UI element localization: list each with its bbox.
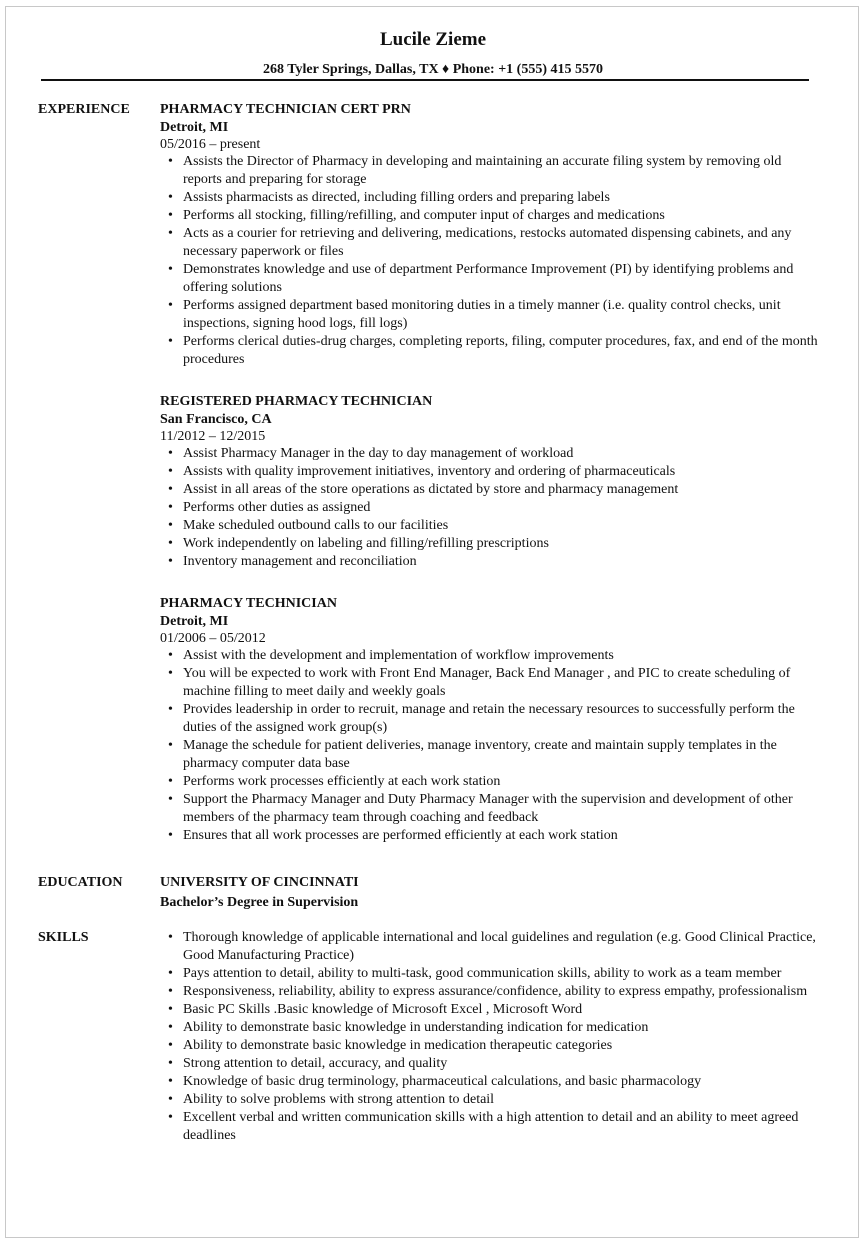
list-item bbox=[160, 983, 820, 1001]
list-item-text: Ability to demonstrate basic knowledge in understanding indication for medication bbox=[183, 1020, 649, 1035]
education-body bbox=[160, 874, 820, 912]
list-item bbox=[160, 517, 820, 535]
list-item-text: Strong attention to detail, accuracy, and quality bbox=[183, 1056, 448, 1071]
bullet-icon: • bbox=[168, 1020, 173, 1035]
bullet-icon: • bbox=[168, 1002, 173, 1017]
list-item bbox=[160, 535, 820, 553]
list-item bbox=[160, 553, 820, 571]
list-item bbox=[160, 791, 820, 827]
list-item-text: Support the Pharmacy Manager and Duty Pharmacy Manager with the supervision and development of other members of the pharmacy team through coaching and feedback bbox=[183, 792, 793, 825]
job-location: Detroit, MI bbox=[160, 120, 229, 135]
bullet-icon: • bbox=[168, 1038, 173, 1053]
bullet-icon: • bbox=[168, 190, 173, 205]
list-item bbox=[160, 1037, 820, 1055]
list-item bbox=[160, 1109, 820, 1145]
job-duties-list bbox=[160, 153, 820, 369]
list-item-text: Provides leadership in order to recruit, manage and retain the necessary resources to successfully perform the duties of the assigned work group(s) bbox=[183, 702, 795, 735]
bullet-icon: • bbox=[168, 1092, 173, 1107]
list-item-text: Pays attention to detail, ability to multi-task, good communication skills, ability to work as a team member bbox=[183, 966, 782, 981]
list-item-text: Performs assigned department based monitoring duties in a timely manner (i.e. quality control checks, unit inspections, signing hood logs, fill logs) bbox=[183, 298, 781, 331]
list-item-text: Assists pharmacists as directed, including filling orders and preparing labels bbox=[183, 190, 610, 205]
bullet-icon: • bbox=[168, 500, 173, 515]
experience-label: EXPERIENCE bbox=[38, 102, 130, 117]
list-item bbox=[160, 463, 820, 481]
list-item-text: Assists with quality improvement initiatives, inventory and ordering of pharmaceuticals bbox=[183, 464, 676, 479]
bullet-icon: • bbox=[168, 828, 173, 843]
list-item bbox=[160, 965, 820, 983]
header-divider bbox=[41, 79, 809, 81]
bullet-icon: • bbox=[168, 298, 173, 313]
list-item-text: Performs work processes efficiently at each work station bbox=[183, 774, 501, 789]
list-item-text: Basic PC Skills .Basic knowledge of Microsoft Excel , Microsoft Word bbox=[183, 1002, 583, 1017]
list-item bbox=[160, 333, 820, 369]
list-item bbox=[160, 1055, 820, 1073]
list-item-text: Ability to solve problems with strong attention to detail bbox=[183, 1092, 495, 1107]
list-item bbox=[160, 499, 820, 517]
job-title: PHARMACY TECHNICIAN bbox=[160, 596, 337, 611]
list-item-text: Knowledge of basic drug terminology, pharmaceutical calculations, and basic pharmacology bbox=[183, 1074, 702, 1089]
list-item bbox=[160, 261, 820, 297]
list-item-text: Assist in all areas of the store operations as dictated by store and pharmacy management bbox=[183, 482, 679, 497]
experience-body bbox=[160, 101, 820, 869]
job-dates: 11/2012 – 12/2015 bbox=[160, 429, 266, 444]
job-location: San Francisco, CA bbox=[160, 412, 272, 427]
list-item bbox=[160, 189, 820, 207]
bullet-icon: • bbox=[168, 666, 173, 681]
list-item-text: Assist with the development and implementation of workflow improvements bbox=[183, 648, 614, 663]
list-item bbox=[160, 665, 820, 701]
list-item-text: Work independently on labeling and filling/refilling prescriptions bbox=[183, 536, 549, 551]
list-item bbox=[160, 773, 820, 791]
contact-line: 268 Tyler Springs, Dallas, TX ♦ Phone: +1 (555) 415 5570 bbox=[263, 62, 603, 77]
bullet-icon: • bbox=[168, 984, 173, 999]
list-item-text: Responsiveness, reliability, ability to express assurance/confidence, ability to express empathy, professionalism bbox=[183, 984, 808, 999]
job-duties-list bbox=[160, 445, 820, 571]
bullet-icon: • bbox=[168, 792, 173, 807]
skills-body bbox=[160, 929, 820, 1145]
list-item-text: Performs all stocking, filling/refilling, and computer input of charges and medications bbox=[183, 208, 665, 223]
bullet-icon: • bbox=[168, 1110, 173, 1125]
job-duties-list bbox=[160, 647, 820, 845]
list-item bbox=[160, 297, 820, 333]
list-item bbox=[160, 153, 820, 189]
bullet-icon: • bbox=[168, 738, 173, 753]
list-item-text: Ensures that all work processes are performed efficiently at each work station bbox=[183, 828, 618, 843]
bullet-icon: • bbox=[168, 226, 173, 241]
bullet-icon: • bbox=[168, 1056, 173, 1071]
bullet-icon: • bbox=[168, 774, 173, 789]
list-item-text: Manage the schedule for patient deliveries, manage inventory, create and maintain supply templates in the pharmacy computer data base bbox=[183, 738, 777, 771]
bullet-icon: • bbox=[168, 262, 173, 277]
list-item bbox=[160, 701, 820, 737]
job-location: Detroit, MI bbox=[160, 614, 229, 629]
list-item bbox=[160, 647, 820, 665]
bullet-icon: • bbox=[168, 930, 173, 945]
bullet-icon: • bbox=[168, 482, 173, 497]
job-dates: 05/2016 – present bbox=[160, 137, 261, 152]
bullet-icon: • bbox=[168, 446, 173, 461]
list-item bbox=[160, 929, 820, 965]
job-entry bbox=[160, 101, 820, 369]
list-item-text: Thorough knowledge of applicable international and local guidelines and regulation (e.g. Good Clinical Practice, Good Manufacturing Practice) bbox=[183, 930, 816, 963]
list-item bbox=[160, 1019, 820, 1037]
bullet-icon: • bbox=[168, 464, 173, 479]
list-item bbox=[160, 481, 820, 499]
list-item-text: Assist Pharmacy Manager in the day to day management of workload bbox=[183, 446, 574, 461]
list-item-text: Acts as a courier for retrieving and delivering, medications, restocks automated dispensing cabinets, and any necessary paperwork or files bbox=[183, 226, 792, 259]
list-item bbox=[160, 1001, 820, 1019]
skills-label: SKILLS bbox=[38, 930, 89, 945]
list-item-text: Ability to demonstrate basic knowledge in medication therapeutic categories bbox=[183, 1038, 613, 1053]
list-item-text: Excellent verbal and written communication skills with a high attention to detail and an ability to meet agreed deadlines bbox=[183, 1110, 799, 1143]
bullet-icon: • bbox=[168, 518, 173, 533]
candidate-name: Lucile Zieme bbox=[379, 29, 487, 50]
list-item bbox=[160, 1073, 820, 1091]
bullet-icon: • bbox=[168, 966, 173, 981]
list-item-text: Inventory management and reconciliation bbox=[183, 554, 417, 569]
list-item-text: Performs clerical duties-drug charges, completing reports, filing, computer procedures, fax, and end of the month procedures bbox=[183, 334, 818, 367]
bullet-icon: • bbox=[168, 1074, 173, 1089]
job-dates: 01/2006 – 05/2012 bbox=[160, 631, 266, 646]
list-item bbox=[160, 1091, 820, 1109]
list-item bbox=[160, 737, 820, 773]
bullet-icon: • bbox=[168, 536, 173, 551]
bullet-icon: • bbox=[168, 702, 173, 717]
list-item bbox=[160, 207, 820, 225]
school-name: UNIVERSITY OF CINCINNATI bbox=[160, 875, 359, 890]
degree: Bachelor’s Degree in Supervision bbox=[160, 895, 359, 910]
list-item bbox=[160, 225, 820, 261]
list-item-text: Assists the Director of Pharmacy in developing and maintaining an accurate filing system by removing old reports and preparing for storage bbox=[183, 154, 782, 187]
bullet-icon: • bbox=[168, 154, 173, 169]
job-entry bbox=[160, 393, 820, 571]
bullet-icon: • bbox=[168, 648, 173, 663]
list-item-text: You will be expected to work with Front End Manager, Back End Manager , and PIC to create scheduling of machine filling to meet daily and weekly goals bbox=[183, 666, 791, 699]
bullet-icon: • bbox=[168, 554, 173, 569]
list-item bbox=[160, 445, 820, 463]
bullet-icon: • bbox=[168, 208, 173, 223]
bullet-icon: • bbox=[168, 334, 173, 349]
list-item-text: Performs other duties as assigned bbox=[183, 500, 371, 515]
list-item-text: Make scheduled outbound calls to our facilities bbox=[183, 518, 449, 533]
job-title: REGISTERED PHARMACY TECHNICIAN bbox=[160, 394, 433, 409]
education-label: EDUCATION bbox=[38, 875, 123, 890]
job-title: PHARMACY TECHNICIAN CERT PRN bbox=[160, 102, 411, 117]
list-item bbox=[160, 827, 820, 845]
job-entry bbox=[160, 595, 820, 845]
skills-list bbox=[160, 929, 820, 1145]
list-item-text: Demonstrates knowledge and use of department Performance Improvement (PI) by identifying problems and offering solutions bbox=[183, 262, 794, 295]
